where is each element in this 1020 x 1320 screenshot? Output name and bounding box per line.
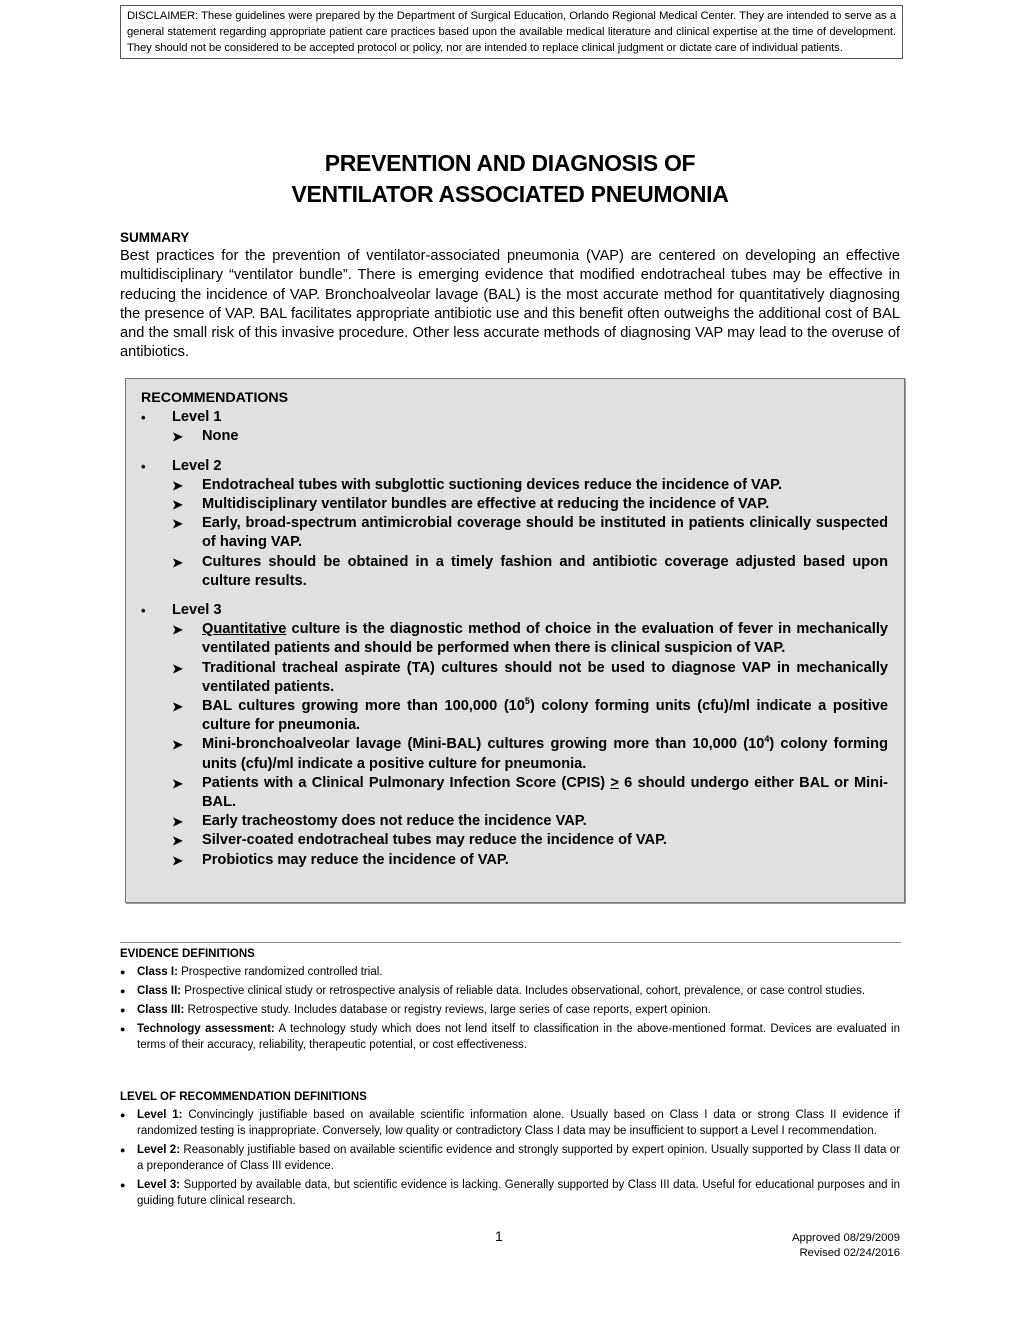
item-text: Early tracheostomy does not reduce the incidence VAP. xyxy=(202,813,587,830)
recommendation-item xyxy=(141,476,888,495)
recommendation-item xyxy=(141,851,888,870)
recommendation-item xyxy=(141,774,888,812)
revised-date: Revised 02/24/2016 xyxy=(799,1247,900,1259)
summary-section xyxy=(120,228,900,362)
definition-term: Technology assessment: xyxy=(137,1023,275,1035)
arrow-bullet-icon: ➤ xyxy=(172,775,183,791)
arrow-bullet-icon: ➤ xyxy=(172,497,183,513)
definition-text: Convincingly justifiable based on available scientific information alone. Usually based on Class I data or strong Class II evidence if randomized testing is inappropriate. Conversely, low quality or contradictory Class I data may be insufficient to support a Level I recommendation. xyxy=(137,1109,900,1137)
definition-text: Supported by available data, but scientific evidence is lacking. Generally supported by Class III data. Useful for educational purposes and in guiding future clinical research. xyxy=(137,1179,900,1207)
definition-item xyxy=(120,983,900,999)
title-line-1: PREVENTION AND DIAGNOSIS OF xyxy=(324,150,696,176)
recommendation-item xyxy=(141,812,888,831)
recommendation-item: ➤ None xyxy=(141,427,888,446)
definition-text: Prospective clinical study or retrospective analysis of reliable data. Includes observational, cohort, prevalence, or case control studies. xyxy=(181,985,866,997)
definition-term: Class III: xyxy=(137,1004,185,1016)
recommendation-item xyxy=(141,831,888,850)
definition-item xyxy=(120,1002,900,1018)
level-2-label: • Level 2 xyxy=(141,457,888,476)
item-text: Silver-coated endotracheal tubes may reduce the incidence of VAP. xyxy=(202,832,667,849)
definition-term: Level 3: xyxy=(137,1179,181,1191)
item-text: Endotracheal tubes with subglottic suctioning devices reduce the incidence of VAP. xyxy=(202,476,783,493)
page-number: 1 xyxy=(495,1228,503,1244)
level-3-label: • Level 3 xyxy=(141,601,888,620)
recommendation-item xyxy=(141,495,888,514)
evidence-heading: EVIDENCE DEFINITIONS xyxy=(120,948,255,960)
summary-text: Best practices for the prevention of ventilator-associated pneumonia (VAP) are centered on developing an effective multidisciplinary “ventilator bundle”. There is emerging evidence that modified endotracheal tubes may be effective in reducing the incidence of VAP. Bronchoalveolar lavage (BAL) is the most accurate method for quantitatively diagnosing the presence of VAP. BAL facilitates appropriate antibiotic use and this benefit often outweighs the additional cost of BAL and the small risk of this invasive procedure. Other less accurate methods of diagnosing VAP may lead to the overuse of antibiotics. xyxy=(120,248,900,361)
definition-text: A technology study which does not lend itself to classification in the above-mentioned format. Devices are evaluated in terms of their accuracy, reliability, therapeutic potential, or cost effectiveness. xyxy=(137,1023,900,1051)
definition-text: Retrospective study. Includes database or registry reviews, large series of case reports, expert opinion. xyxy=(184,1004,711,1016)
arrow-bullet-icon: ➤ xyxy=(172,622,183,638)
recommendations-box xyxy=(125,378,905,903)
recommendations-heading: RECOMMENDATIONS xyxy=(141,390,289,406)
item-text: 6 should undergo either BAL or Mini-BAL. xyxy=(202,774,888,811)
level-1-label: • Level 1 xyxy=(141,408,888,427)
page-title xyxy=(120,148,900,210)
disclaimer-box: DISCLAIMER: These guidelines were prepared by the Department of Surgical Education, Orlando Regional Medical Center. They are intended to serve as a general statement regarding appropriate patient care practices based upon the available medical literature and clinical expertise at the time of development. They should not be considered to be accepted protocol or policy, nor are intended to replace clinical judgment or dictate care of individual patients. xyxy=(120,5,903,59)
level-definitions xyxy=(120,1089,900,1212)
item-text: ) colony forming units (cfu)/ml indicate a positive culture for pneumonia. xyxy=(202,736,888,772)
definition-term: Class I: xyxy=(137,966,178,978)
definition-item xyxy=(120,964,900,980)
arrow-bullet-icon: ➤ xyxy=(172,699,183,715)
recommendation-item xyxy=(141,735,888,773)
recommendation-item xyxy=(141,553,888,591)
levels-heading: LEVEL OF RECOMMENDATION DEFINITIONS xyxy=(120,1091,367,1103)
arrow-bullet-icon: ➤ xyxy=(172,516,183,532)
item-text: Multidisciplinary ventilator bundles are effective at reducing the incidence of VAP. xyxy=(202,496,770,513)
arrow-bullet-icon: ➤ xyxy=(172,814,183,830)
item-text: culture is the diagnostic method of choice in the evaluation of fever in mechanically ventilated patients and should be performed when there is clinical suspicion of VAP. xyxy=(202,621,888,657)
superscript: 4 xyxy=(764,734,770,745)
definition-text: Reasonably justifiable based on available scientific evidence and strongly supported by expert opinion. Usually supported by Class II data or a preponderance of Class III evidence. xyxy=(137,1144,900,1172)
title-line-2: VENTILATOR ASSOCIATED PNEUMONIA xyxy=(291,181,729,207)
definition-term: Level 2: xyxy=(137,1144,181,1156)
arrow-bullet-icon: ➤ xyxy=(172,429,183,445)
footer-dates xyxy=(792,1231,900,1261)
arrow-bullet-icon: ➤ xyxy=(172,660,183,676)
definition-item xyxy=(120,1142,900,1174)
superscript: 5 xyxy=(524,696,530,707)
arrow-bullet-icon: ➤ xyxy=(172,852,183,868)
definition-item xyxy=(120,1021,900,1053)
recommendation-item xyxy=(141,620,888,658)
definition-text: Prospective randomized controlled trial. xyxy=(177,966,383,978)
item-text: Probiotics may reduce the incidence of VAP. xyxy=(202,851,509,868)
item-text: Early, broad-spectrum antimicrobial coverage should be instituted in patients clinically suspected of having VAP. xyxy=(202,515,888,551)
item-text: BAL cultures growing more than 100,000 (10 xyxy=(202,698,525,715)
arrow-bullet-icon: ➤ xyxy=(172,554,183,570)
approved-date: Approved 08/29/2009 xyxy=(791,1232,900,1244)
underlined-text: > xyxy=(610,774,619,791)
definition-item xyxy=(120,1177,900,1209)
item-text: Mini-bronchoalveolar lavage (Mini-BAL) cultures growing more than 10,000 (10 xyxy=(202,736,765,753)
evidence-definitions xyxy=(120,946,900,1056)
definition-item xyxy=(120,1107,900,1139)
recommendation-item xyxy=(141,514,888,552)
divider xyxy=(120,942,901,943)
summary-heading: SUMMARY xyxy=(120,230,190,245)
recommendation-item xyxy=(141,697,888,735)
recommendation-item xyxy=(141,659,888,697)
item-text: Patients with a Clinical Pulmonary Infection Score (CPIS) xyxy=(202,774,611,791)
item-text: ) colony forming units (cfu)/ml indicate a positive culture for pneumonia. xyxy=(202,698,888,734)
arrow-bullet-icon: ➤ xyxy=(172,477,183,493)
definition-term: Class II: xyxy=(137,985,182,997)
item-text: Traditional tracheal aspirate (TA) cultures should not be used to diagnose VAP in mechanically ventilated patients. xyxy=(202,659,888,695)
arrow-bullet-icon: ➤ xyxy=(172,737,183,753)
definition-term: Level 1: xyxy=(137,1109,183,1121)
underlined-text: Quantitative xyxy=(202,621,287,638)
arrow-bullet-icon: ➤ xyxy=(172,833,183,849)
item-text: Cultures should be obtained in a timely fashion and antibiotic coverage adjusted based upon culture results. xyxy=(202,553,888,589)
